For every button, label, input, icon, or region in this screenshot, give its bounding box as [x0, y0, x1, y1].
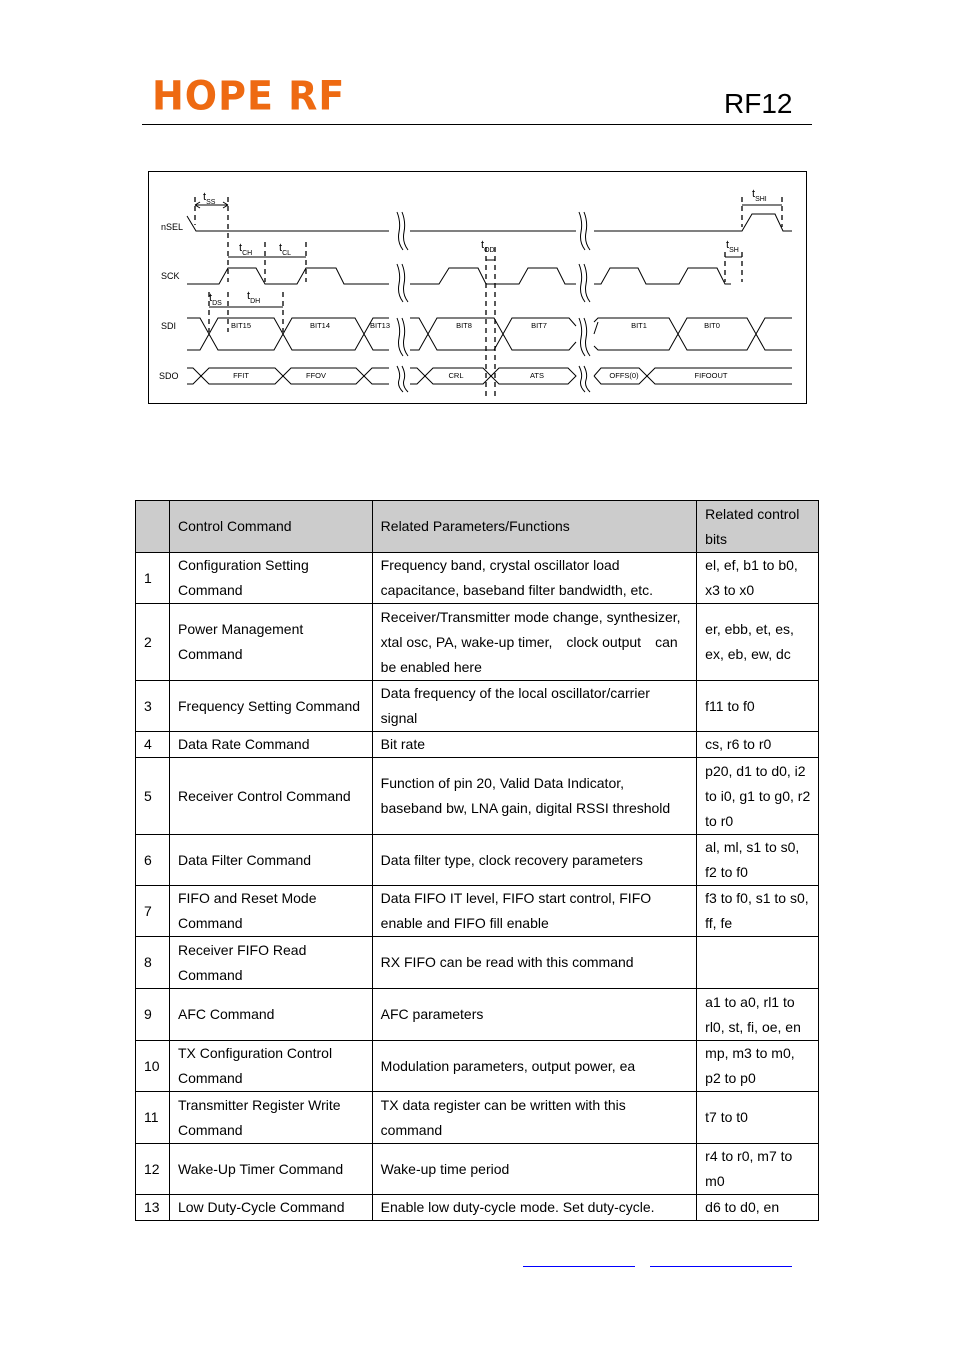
row-command: Configuration Setting Command [169, 553, 372, 604]
t-letter: t [752, 188, 756, 200]
row-params: Enable low duty-cycle mode. Set duty-cycle. [372, 1195, 696, 1221]
timing-label-ds: DS [212, 300, 222, 307]
svg-text:tSH [726, 239, 739, 254]
row-bits: f3 to f0, s1 to s0, ff, fe [697, 886, 819, 937]
nsel-waveform [187, 214, 792, 231]
table-row [136, 1195, 819, 1221]
row-params: Data frequency of the local oscillator/carrier signal [372, 681, 696, 732]
svg-text:tCH [239, 242, 252, 257]
footer-link-2[interactable] [650, 1266, 792, 1267]
row-number: 7 [136, 886, 170, 937]
t-letter: t [279, 242, 283, 254]
row-params: RX FIFO can be read with this command [372, 937, 696, 989]
signal-label-sck: SCK [161, 271, 180, 281]
row-command: AFC Command [169, 989, 372, 1041]
row-params: TX data register can be written with this command [372, 1092, 696, 1144]
row-number: 5 [136, 758, 170, 835]
sdi-bit-label: BIT7 [531, 321, 547, 330]
t-letter: t [247, 290, 251, 302]
timing-label-od: OD [484, 247, 495, 254]
svg-text:tDS [209, 292, 222, 307]
row-params: AFC parameters [372, 989, 696, 1041]
row-number: 1 [136, 553, 170, 604]
row-params: Modulation parameters, output power, ea [372, 1041, 696, 1092]
table-row [136, 681, 819, 732]
timing-label-ss: SS [206, 199, 216, 206]
row-number: 4 [136, 732, 170, 758]
table-row [136, 835, 819, 886]
row-bits: cs, r6 to r0 [697, 732, 819, 758]
sdi-bit-label: BIT14 [309, 321, 331, 330]
table-row [136, 1092, 819, 1144]
model-name: RF12 [724, 88, 793, 119]
table-row [136, 1144, 819, 1195]
t-letter: t [481, 239, 485, 251]
footer-link-1[interactable] [523, 1266, 635, 1267]
row-bits: d6 to d0, en [697, 1195, 819, 1221]
row-number: 2 [136, 604, 170, 681]
sdo-value-label: ATS [529, 371, 545, 380]
break-marks [397, 212, 590, 392]
row-number: 6 [136, 835, 170, 886]
t-letter: t [239, 242, 243, 254]
row-params: Data filter type, clock recovery parameters [372, 835, 696, 886]
row-command: Wake-Up Timer Command [169, 1144, 372, 1195]
table-row [136, 732, 819, 758]
header-cell-bits: Related control bits [697, 501, 819, 553]
sdo-value-label: OFFS(0) [609, 371, 639, 380]
sdi-bit-label: BIT13 [369, 321, 391, 330]
row-params: Wake-up time period [372, 1144, 696, 1195]
sdo-value-label: FIFOOUT [694, 371, 728, 380]
timing-label-dh: DH [250, 298, 261, 305]
row-command: FIFO and Reset Mode Command [169, 886, 372, 937]
signal-label-sdo: SDO [159, 371, 179, 381]
timing-marker-lines [195, 197, 782, 397]
row-number: 8 [136, 937, 170, 989]
hope-rf-logo: HOPE RF [152, 72, 346, 120]
table-row [136, 1041, 819, 1092]
row-bits: er, ebb, et, es, ex, eb, ew, dc [697, 604, 819, 681]
row-command: TX Configuration Control Command [169, 1041, 372, 1092]
timing-label-shi: SHI [755, 196, 767, 203]
table-row [136, 937, 819, 989]
header-cell-params: Related Parameters/Functions [372, 501, 696, 553]
sdi-bit-label: BIT15 [230, 321, 252, 330]
row-command: Receiver Control Command [169, 758, 372, 835]
row-params: Bit rate [372, 732, 696, 758]
control-command-table [135, 500, 819, 1221]
row-bits: t7 to t0 [697, 1092, 819, 1144]
sck-waveform [187, 268, 731, 284]
row-command: Data Rate Command [169, 732, 372, 758]
table-row [136, 886, 819, 937]
sdo-value-label: CRL [448, 371, 464, 380]
svg-text:tCL [279, 242, 291, 257]
row-bits: r4 to r0, m7 to m0 [697, 1144, 819, 1195]
row-number: 12 [136, 1144, 170, 1195]
signal-label-nsel: nSEL [161, 222, 184, 232]
svg-text:tOD [481, 239, 495, 254]
svg-text:tDH [247, 290, 260, 305]
row-command: Low Duty-Cycle Command [169, 1195, 372, 1221]
row-command: Data Filter Command [169, 835, 372, 886]
timing-label-ch: CH [242, 250, 253, 257]
row-bits [697, 937, 819, 989]
row-bits: mp, m3 to m0, p2 to p0 [697, 1041, 819, 1092]
row-number: 13 [136, 1195, 170, 1221]
t-letter: t [203, 191, 207, 203]
table-header-row [136, 501, 819, 553]
row-bits: el, ef, b1 to b0, x3 to x0 [697, 553, 819, 604]
row-params: Data FIFO IT level, FIFO start control, FIFO enable and FIFO fill enable [372, 886, 696, 937]
row-number: 11 [136, 1092, 170, 1144]
signal-label-sdi: SDI [161, 321, 177, 331]
row-command: Frequency Setting Command [169, 681, 372, 732]
row-params: Receiver/Transmitter mode change, synthesizer, xtal osc, PA, wake-up timer, clock output can be enabled here [372, 604, 696, 681]
svg-text:tSHI [752, 188, 767, 203]
timing-label-cl: CL [282, 250, 292, 257]
sdi-bit-label: BIT1 [631, 321, 647, 330]
timing-label-sh: SH [729, 247, 739, 254]
svg-text:tSS [203, 191, 216, 206]
sdo-value-label: FFIT [233, 371, 249, 380]
t-letter: t [209, 292, 213, 304]
row-bits: a1 to a0, rl1 to rl0, st, fi, oe, en [697, 989, 819, 1041]
header-cell-command: Control Command [169, 501, 372, 553]
table-row [136, 989, 819, 1041]
row-number: 9 [136, 989, 170, 1041]
table-row [136, 553, 819, 604]
t-letter: t [726, 239, 730, 251]
sdi-waveform [187, 318, 792, 350]
row-params: Function of pin 20, Valid Data Indicator, baseband bw, LNA gain, digital RSSI threshold [372, 758, 696, 835]
sdi-bit-label: BIT8 [456, 321, 472, 330]
sdi-bit-label: BIT0 [704, 321, 720, 330]
timing-diagram [148, 171, 807, 404]
row-params: Frequency band, crystal oscillator load capacitance, baseband filter bandwidth, etc. [372, 553, 696, 604]
row-bits: p20, d1 to d0, i2 to i0, g1 to g0, r2 to r0 [697, 758, 819, 835]
row-command: Power Management Command [169, 604, 372, 681]
header-cell-number [136, 501, 170, 553]
row-number: 3 [136, 681, 170, 732]
row-bits: f11 to f0 [697, 681, 819, 732]
header-divider [142, 124, 812, 125]
row-bits: al, ml, s1 to s0, f2 to f0 [697, 835, 819, 886]
sdo-value-label: FFOV [306, 371, 326, 380]
row-command: Transmitter Register Write Command [169, 1092, 372, 1144]
table-row [136, 604, 819, 681]
row-number: 10 [136, 1041, 170, 1092]
row-command: Receiver FIFO Read Command [169, 937, 372, 989]
table-row [136, 758, 819, 835]
